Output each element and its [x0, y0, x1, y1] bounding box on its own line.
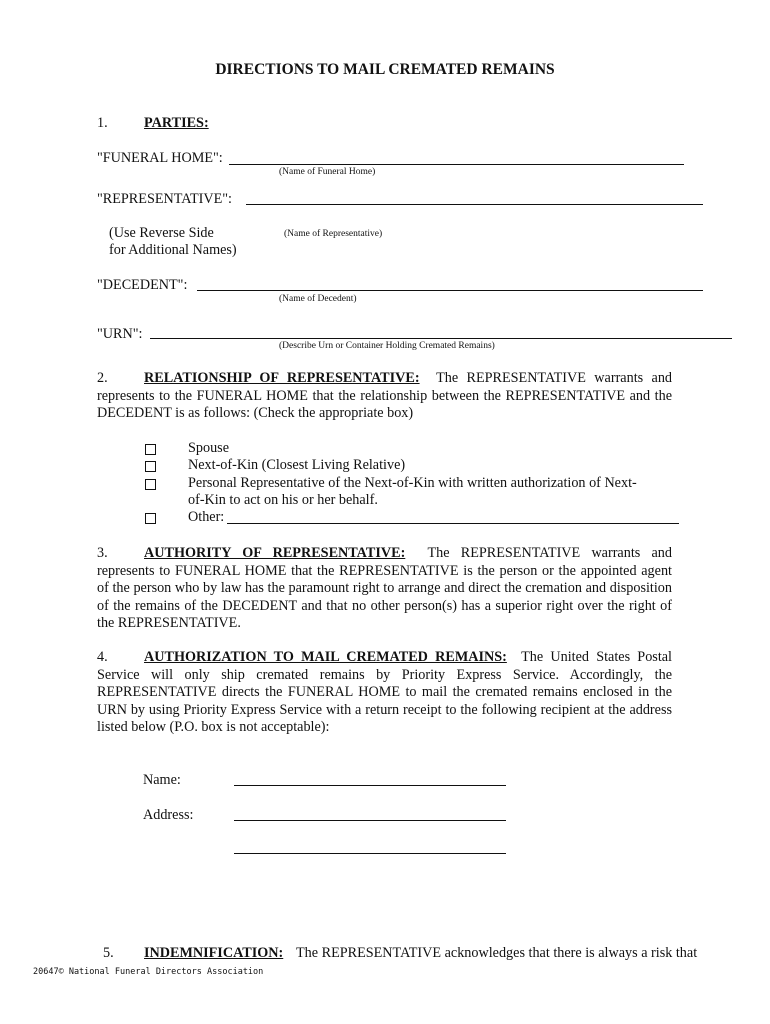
reverse-side-note-2: for Additional Names): [109, 242, 237, 258]
section-4-heading: AUTHORIZATION TO MAIL CREMATED REMAINS:: [144, 649, 507, 665]
funeral-home-caption: (Name of Funeral Home): [279, 167, 376, 177]
decedent-label: "DECEDENT":: [97, 277, 188, 293]
section-2-text: The REPRESENTATIVE warrants and represents to the FUNERAL HOME that the relationship between the REPRESENTATIVE and the DECEDENT is as follows: (Check the appropriate box): [97, 370, 673, 421]
personal-representative-option-label-2: of-Kin to act on his or her behalf.: [188, 492, 378, 508]
next-of-kin-checkbox[interactable]: [145, 461, 156, 472]
section-5-heading: INDEMNIFICATION:: [144, 945, 284, 961]
section-5-text: The REPRESENTATIVE acknowledges that there is always a risk that: [296, 945, 698, 961]
section-5-number: 5.: [103, 945, 114, 961]
representative-field[interactable]: [246, 204, 703, 205]
other-option-label: Other:: [188, 509, 225, 525]
reverse-side-note: (Use Reverse Side: [109, 225, 214, 241]
urn-label: "URN":: [97, 326, 143, 342]
representative-caption: (Name of Representative): [284, 229, 383, 239]
section-3-heading: AUTHORITY OF REPRESENTATIVE:: [144, 545, 406, 561]
spouse-checkbox[interactable]: [145, 444, 156, 455]
section-1-heading: PARTIES:: [144, 115, 209, 131]
spouse-option-label: Spouse: [188, 440, 229, 456]
other-checkbox[interactable]: [145, 513, 156, 524]
urn-caption: (Describe Urn or Container Holding Cremated Remains): [279, 341, 495, 351]
funeral-home-label: "FUNERAL HOME":: [97, 150, 223, 166]
representative-label: "REPRESENTATIVE":: [97, 191, 232, 207]
section-2-heading: RELATIONSHIP OF REPRESENTATIVE:: [144, 370, 420, 386]
personal-representative-option-label: Personal Representative of the Next-of-Kin with written authorization of Next-: [188, 475, 637, 491]
section-3-number: 3.: [97, 545, 108, 561]
section-2-paragraph: [97, 370, 672, 423]
other-field[interactable]: [227, 523, 679, 524]
recipient-address-label: Address:: [143, 807, 194, 823]
section-3-text: The REPRESENTATIVE warrants and represents to FUNERAL HOME that the REPRESENTATIVE is the person or the appointed agent of the person who by law has the paramount right to arrange and direct the cremation and disposition of the remains of the DECEDENT and that no other person(s) has a superior right over the right of the REPRESENTATIVE.: [97, 545, 672, 631]
footer-copyright: 20647© National Funeral Directors Association: [33, 967, 264, 977]
next-of-kin-option-label: Next-of-Kin (Closest Living Relative): [188, 457, 406, 473]
section-1-number: 1.: [97, 115, 108, 131]
urn-field[interactable]: [150, 338, 732, 339]
recipient-name-field[interactable]: [234, 785, 506, 786]
section-2-number: 2.: [97, 370, 108, 386]
section-4-text: The United States Postal Service will only ship cremated remains by Priority Express Service. Accordingly, the REPRESENTATIVE directs the FUNERAL HOME to mail the cremated remains enclosed in the URN by using Priority Express Service with a return receipt to the following recipient at the address listed below (P.O. box is not acceptable):: [97, 649, 672, 735]
section-3-paragraph: [97, 545, 672, 633]
personal-representative-checkbox[interactable]: [145, 479, 156, 490]
recipient-address-field[interactable]: [234, 820, 506, 821]
funeral-home-field[interactable]: [229, 164, 684, 165]
section-4-number: 4.: [97, 649, 108, 665]
recipient-address-field-2[interactable]: [234, 853, 506, 854]
recipient-name-label: Name:: [143, 772, 181, 788]
decedent-field[interactable]: [197, 290, 703, 291]
section-4-paragraph: [97, 649, 672, 737]
decedent-caption: (Name of Decedent): [279, 294, 357, 304]
document-title: DIRECTIONS TO MAIL CREMATED REMAINS: [215, 61, 555, 78]
